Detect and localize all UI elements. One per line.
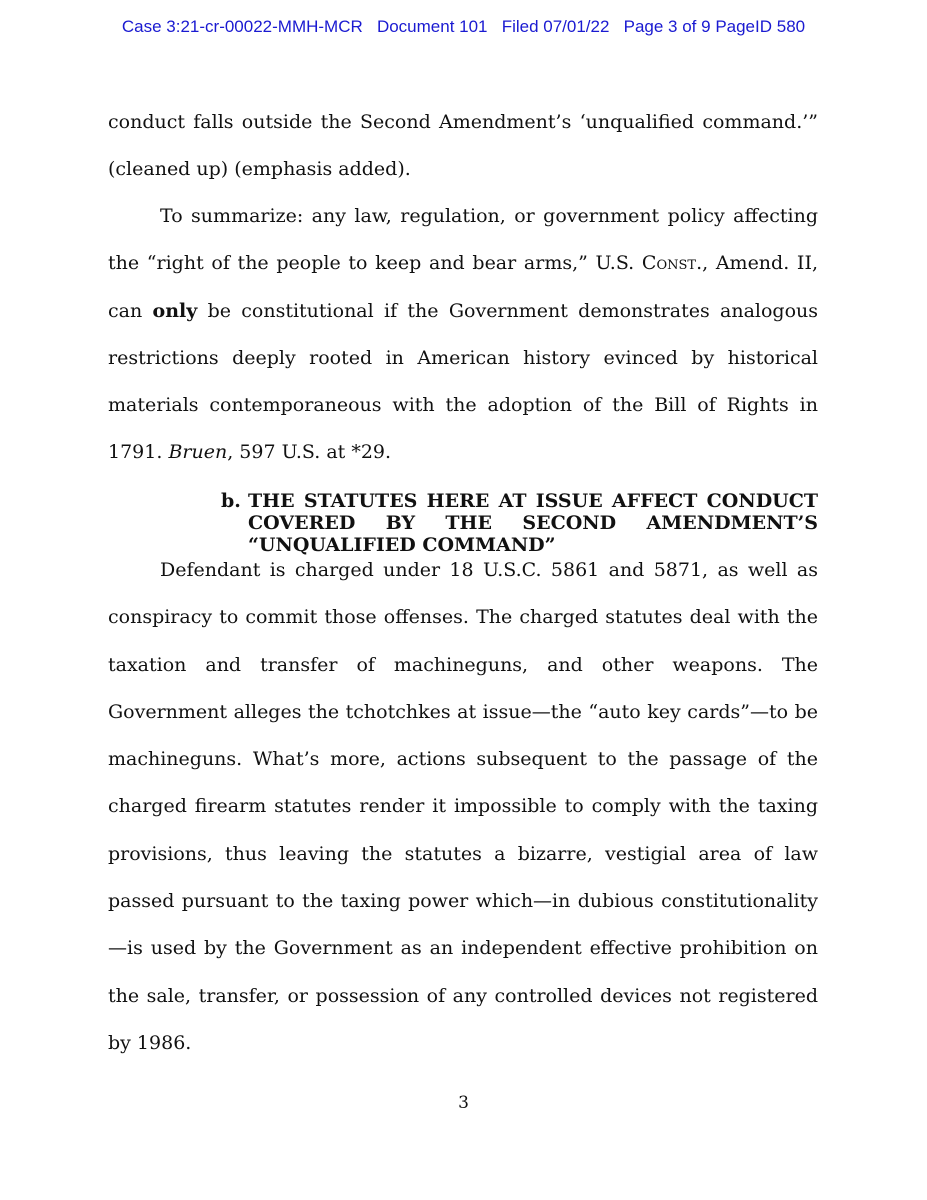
amendment-reference: ., Amend. II, can — [108, 252, 818, 322]
section-heading-text: THE STATUTES HERE AT ISSUE AFFECT CONDUCT COVERED BY THE SECOND AMENDMENT’S “UNQUALIFIED COMMAND” — [248, 490, 818, 556]
emphasis-only: only — [152, 299, 198, 322]
paragraph-text: conduct falls outside the Second Amendment’s ‘unqualified command.’” (cleaned up) (emphasis added). — [108, 111, 818, 181]
paragraph-summary — [108, 193, 818, 477]
court-filing-header — [0, 17, 927, 37]
document-number: Document 101 — [376, 17, 488, 36]
paragraph-continuation — [108, 99, 818, 194]
page-number: 3 — [458, 1093, 469, 1113]
case-number: Case 3:21-cr-00022-MMH-MCR — [121, 17, 363, 36]
paragraph-text: Defendant is charged under 18 U.S.C. 5861 and 5871, as well as conspiracy to commit those offenses. The charged statutes deal with the taxation and transfer of machineguns, and other weapons. The Government alleges the tchotchkes at issue—the “auto key cards”—to be machineguns. What’s more, actions subsequent to the passage of the charged firearm statutes render it impossible to comply with the taxing provisions, thus leaving the statutes a bizarre, vestigial area of law passed pursuant to the taxing power which—in dubious constitutionality—is used by the Government as an independent effective prohibition on the sale, transfer, or possession of any controlled devices not registered by 1986. — [108, 559, 818, 1054]
page-id: PageID 580 — [715, 17, 806, 36]
paragraph-middle: be constitutional if the Government demonstrates analogous restrictions deeply rooted in American history evinced by historical materials contemporaneous with the adoption of the Bill of Rights in 1791. — [108, 299, 819, 464]
filed-date: Filed 07/01/22 — [501, 17, 610, 36]
section-letter: b. — [221, 490, 241, 512]
paragraph-charges — [108, 547, 818, 1067]
const-abbrev-capital: C — [641, 252, 657, 275]
case-name: Bruen — [168, 441, 228, 464]
citation-end: , 597 U.S. at *29. — [227, 441, 392, 464]
paragraph-lead: To summarize: any law, regulation, or government policy affecting the “right of the people to keep and bear arms,” U.S. — [108, 205, 818, 275]
page-count: Page 3 of 9 — [623, 17, 711, 36]
const-abbrev-smallcaps: onst — [656, 252, 697, 275]
